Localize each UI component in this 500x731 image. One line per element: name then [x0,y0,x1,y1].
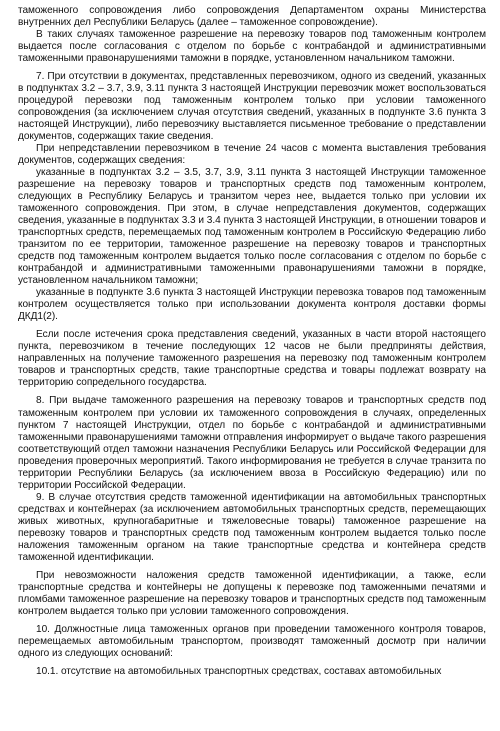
paragraph-continuation: таможенного сопровождения либо сопровождения Департаментом охраны Министерства внутренних дел Республики Беларусь (далее – таможенное сопровождение). [18,5,486,29]
paragraph-item-10-1: 10.1. отсутствие на автомобильных транспортных средствах, составах автомобильных [36,665,442,677]
paragraph: Если после истечения срока представления сведений, указанных в части второй настоящего пункта, перевозчиком в течение последующих 12 часов не были предприняты действия, направленных на получение таможенного разрешения на перевозку под таможенным контролем товаров и транспортных средств, такие транспортные средства и товары подлежат возврату на территорию сопредельного государства. [18,329,486,389]
paragraph: При непредставлении перевозчиком в течение 24 часов с момента выставления требования документов, содержащих сведения: [18,143,486,167]
paragraph-item-9: 9. В случае отсутствия средств таможенной идентификации на автомобильных транспортных средствах и контейнерах (за исключением автомобильных транспортных средств, перемещающих живых животных, крупногабаритные и тяжеловесные товары) таможенное разрешение на перевозку товаров и транспортных средств под таможенным контролем выдается только после наложения таможенным органом на такие транспортные средства и контейнера средств таможенной идентификации. [18,491,486,563]
paragraph-item-7: 7. При отсутствии в документах, представленных перевозчиком, одного из сведений, указанных в подпунктах 3.2 – 3.7, 3.9, 3.11 пункта 3 настоящей Инструкции перевозчик может воспользоваться процедурой перевозки под таможенным контролем только при условии таможенного сопровождения (за исключением случая отсутствия сведений, указанных в подпункте 3.6 пункта 3 настоящей Инструкции), либо перевозчику выставляется письменное требование о представлении документов, содержащих такие сведения. [18,71,486,143]
paragraph: При невозможности наложения средств таможенной идентификации, а также, если транспортные средства и контейнеры не допущены к перевозке под таможенными печатями и пломбами таможенное разрешение на перевозку товаров и транспортных средств под таможенным контролем выдается только при условии таможенного сопровождения. [18,569,486,617]
paragraph: указанные в подпунктах 3.2 – 3.5, 3.7, 3.9, 3.11 пункта 3 настоящей Инструкции таможенное разрешение на перевозку товаров и транспортных средств под таможенным контролем, следующих в Республику Беларусь и транзитом через нее, выдается только при условии их таможенного сопровождения. При этом, в случае непредставления документов, содержащих сведения, указанные в подпунктах 3.3 и 3.4 пункта 3 настоящей Инструкции, в отношении товаров и транспортных средств, перемещаемых под таможенным контролем в Российскую Федерацию либо транзитом по ее территории, таможенное разрешение на перевозку товаров и транспортных средств под таможенным контролем выдается только после согласования с отделом по борьбе с контрабандой и административными таможенными правонарушениями таможни в порядке, установленном начальником таможни; [18,167,486,287]
paragraph-item-10: 10. Должностные лица таможенных органов при проведении таможенного контроля товаров, перемещаемых автомобильным транспортом, производят таможенный досмотр при наличии одного из следующих оснований: [18,623,486,659]
paragraph: указанные в подпункте 3.6 пункта 3 настоящей Инструкции перевозка товаров под таможенным контролем осуществляется только при использовании документа контроля доставки формы ДКД1(2). [18,287,486,323]
paragraph: В таких случаях таможенное разрешение на перевозку товаров под таможенным контролем выдается после согласования с отделом по борьбе с контрабандой и административными таможенными правонарушениями таможни в порядке, установленном начальником таможни. [18,29,486,65]
paragraph-item-8: 8. При выдаче таможенного разрешения на перевозку товаров и транспортных средств под таможенным контролем при условии их таможенного сопровождения в случаях, определенных пунктом 7 настоящей Инструкции, отдел по борьбе с контрабандой и административными таможенными правонарушениями таможни отправления информирует о выдаче такого разрешения соответствующий отдел таможни назначения Республики Беларусь или Российской Федерации для проведения проверочных мероприятий. Такого информирования не требуется в случае транзита по территории Республики Беларусь (за исключением ввоза в Российскую Федерацию) или по территории Российской Федерации. [18,395,486,491]
